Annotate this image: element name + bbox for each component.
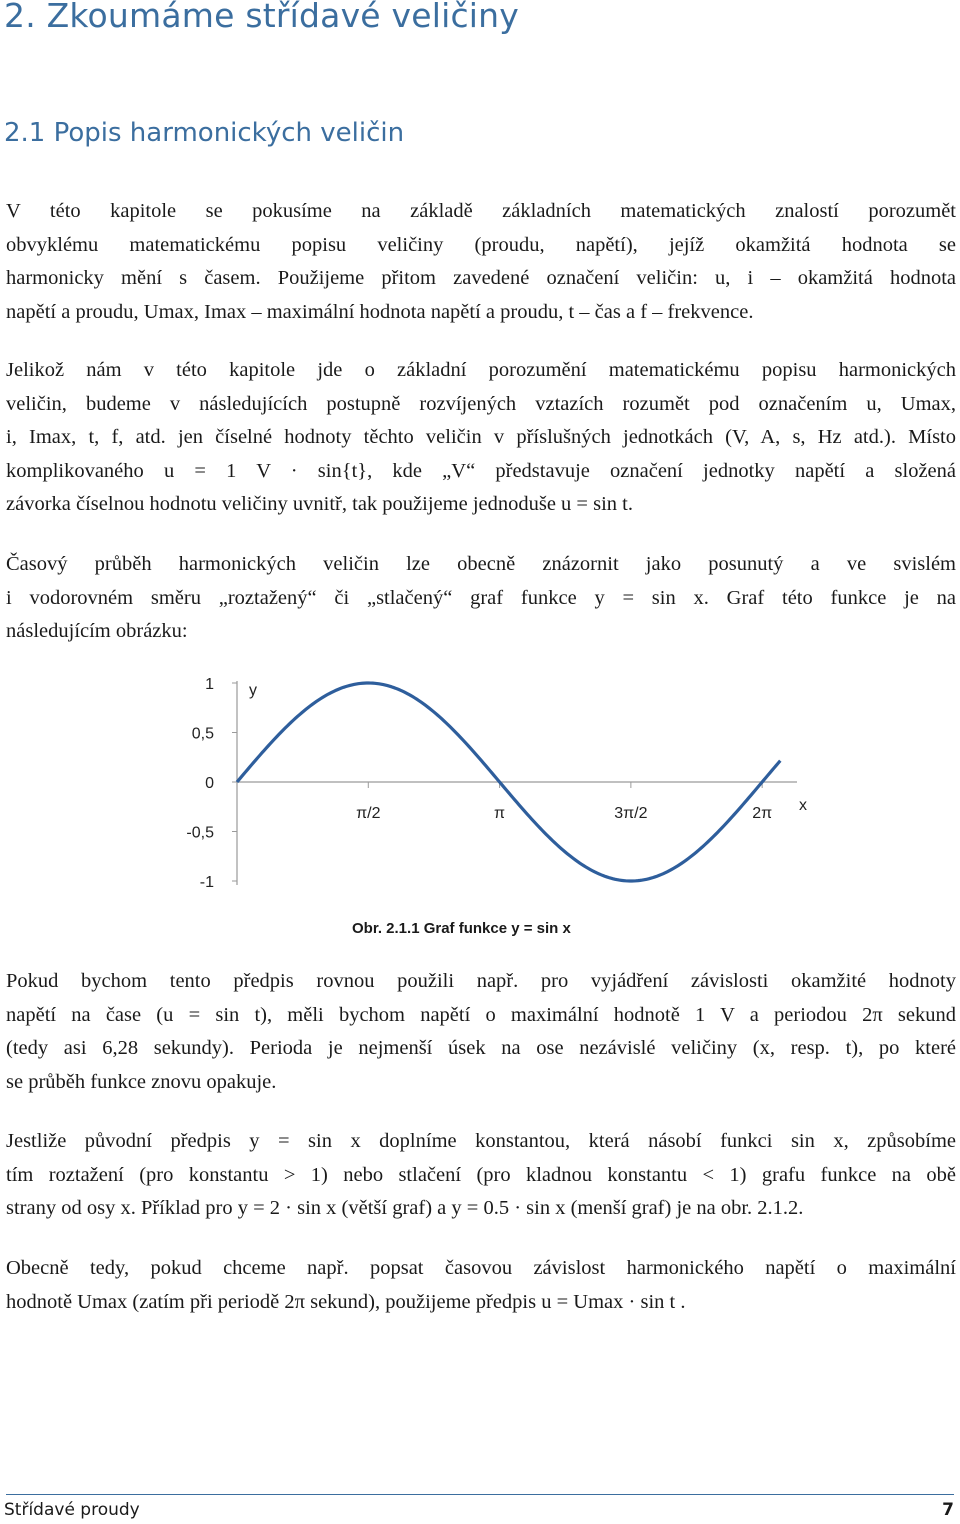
line: Pokud bychom tento předpis rovnou použili např. pro vyjádření závislosti okamžité hodnoty [6, 970, 956, 992]
page-number: 7 [942, 1500, 954, 1520]
y-tick-label: 0,5 [191, 725, 214, 743]
y-tick-label: 1 [205, 676, 214, 693]
sine-graph [0, 655, 960, 915]
chapter-heading: 2. Zkoumáme střídavé veličiny [4, 0, 520, 35]
line: hodnotě Umax (zatím při periodě 2π sekund), použijeme předpis u = Umax · sin t . [6, 1290, 686, 1313]
figure-caption: Obr. 2.1.1 Graf funkce y = sin x [352, 920, 571, 937]
line: harmonicky mění s časem. Použijeme přitom zavedené označení veličin: u, i – okamžitá hodnota [6, 267, 956, 289]
paragraph-6 [6, 1252, 956, 1319]
paragraph-5 [6, 1125, 956, 1226]
paragraph-4 [6, 965, 956, 1099]
y-tick-label: 0 [205, 775, 214, 792]
paragraph-3 [6, 548, 956, 649]
line: následujícím obrázku: [6, 620, 188, 642]
line: Jestliže původní předpis y = sin x doplníme konstantou, která násobí funkci sin x, způsobíme [6, 1130, 956, 1152]
line: Jelikož nám v této kapitole jde o základní porozumění matematickému popisu harmonických [6, 359, 956, 381]
line: i, Imax, t, f, atd. jen číselné hodnoty těchto veličin v příslušných jednotkách (V, A, s, Hz atd.). Místo [6, 426, 956, 448]
x-axis-label: x [799, 797, 807, 814]
line: napětí na čase (u = sin t), měli bychom napětí o maximální hodnotě 1 V a periodou 2π sekund [6, 1003, 956, 1026]
line: závorka číselnou hodnotu veličiny uvnitř, tak použijeme jednoduše u = sin t. [6, 493, 633, 515]
line: tím roztažení (pro konstantu > 1) nebo stlačení (pro kladnou konstantu < 1) grafu funkce na obě [6, 1163, 956, 1186]
graph-axes [232, 681, 797, 885]
line: se průběh funkce znovu opakuje. [6, 1070, 277, 1093]
paragraph-2 [6, 354, 956, 522]
x-tick-label: π [494, 805, 506, 822]
line: veličin, budeme v následujících postupně rozvíjených vztazích rozumět pod označením u, Umax, [6, 392, 956, 415]
line: V této kapitole se pokusíme na základě základních matematických znalostí porozumět [6, 200, 956, 222]
x-tick-label: 3π/2 [614, 805, 648, 822]
section-heading: 2.1 Popis harmonických veličin [4, 118, 405, 148]
line: obvyklému matematickému popisu veličiny (proudu, napětí), jejíž okamžitá hodnota se [6, 233, 956, 256]
line: Obecně tedy, pokud chceme např. popsat časovou závislost harmonického napětí o maximální [6, 1257, 956, 1279]
y-tick-label: -0,5 [186, 824, 214, 842]
line: komplikovaného u = 1 V · sin{t}, kde „V“ představuje označení jednotky napětí a složená [6, 459, 956, 482]
x-tick-label: 2π [752, 805, 773, 822]
footer-rule [6, 1494, 954, 1495]
x-tick-label: π/2 [356, 805, 381, 822]
line: i vodorovném směru „roztažený“ či „stlačený“ graf funkce y = sin x. Graf této funkce je na [6, 586, 956, 609]
line: Časový průběh harmonických veličin lze obecně znázornit jako posunutý a ve svislém [6, 553, 956, 575]
line: strany od osy x. Příklad pro y = 2 · sin x (větší graf) a y = 0.5 · sin x (menší graf) je na obr. 2.1.2. [6, 1197, 804, 1219]
line: napětí a proudu, Umax, Imax – maximální hodnota napětí a proudu, t – čas a f – frekvence. [6, 300, 754, 323]
paragraph-1 [6, 195, 956, 329]
y-axis-label: y [249, 682, 257, 699]
graph-tick-labels [186, 676, 807, 891]
footer-title: Střídavé proudy [4, 1500, 140, 1520]
line: (tedy asi 6,28 sekundy). Perioda je nejmenší úsek na ose nezávislé veličiny (x, resp. t), po které [6, 1037, 956, 1059]
y-tick-label: -1 [199, 874, 214, 891]
